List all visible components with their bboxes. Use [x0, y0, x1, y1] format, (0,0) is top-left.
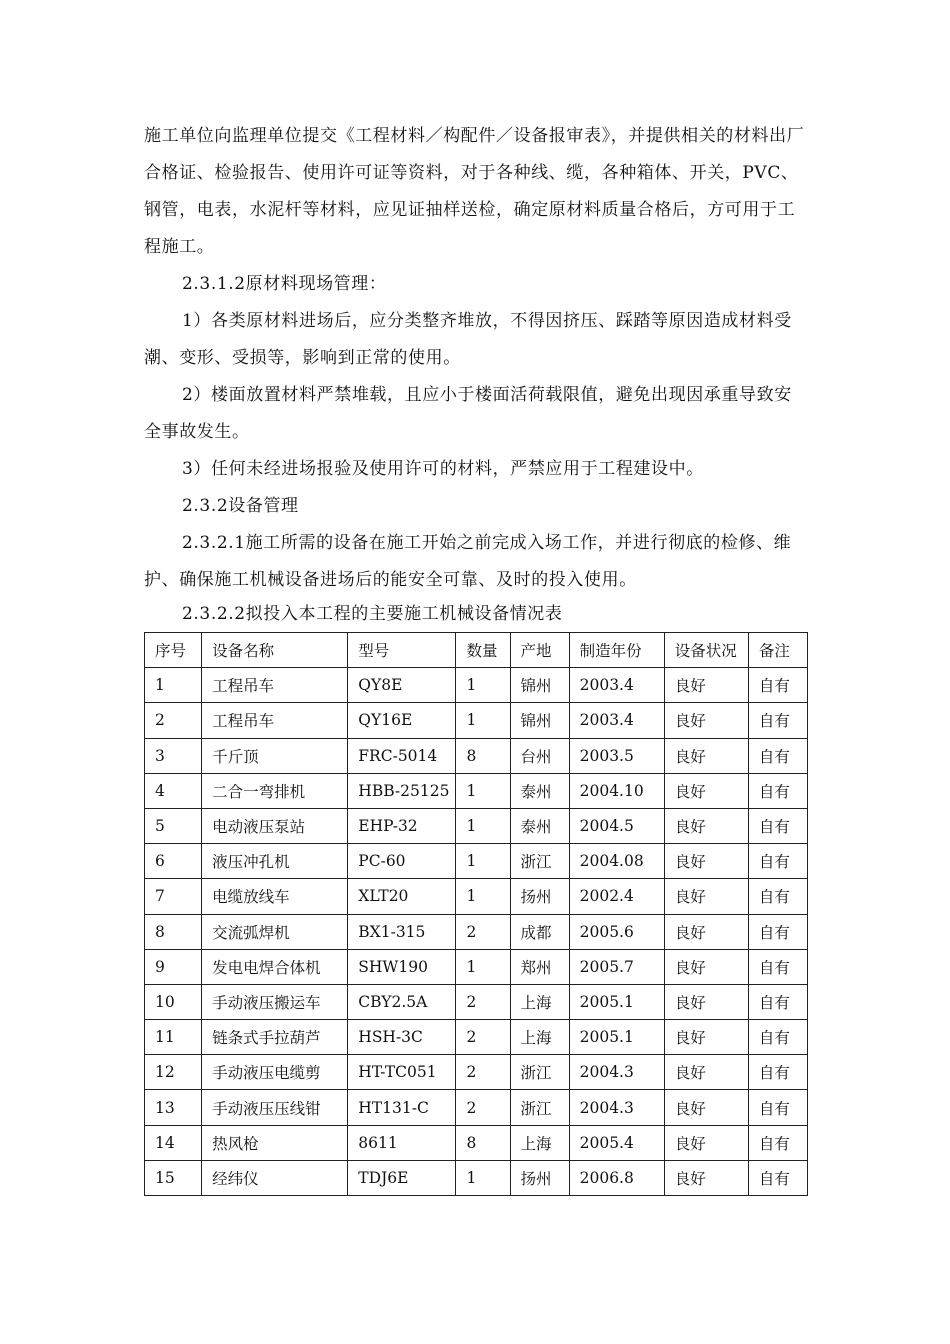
table-cell: 8 [456, 738, 510, 773]
table-row [145, 879, 808, 914]
table-row [145, 1090, 808, 1125]
table-cell: 2 [456, 914, 510, 949]
table-cell: 手动液压搬运车 [202, 984, 348, 1019]
header-cell: 设备名称 [202, 633, 348, 668]
table-cell: XLT20 [348, 879, 456, 914]
heading-material-site-management: 2.3.1.2原材料现场管理： [182, 274, 387, 294]
table-cell: 2004.5 [569, 808, 664, 843]
table-cell: 手动液压电缆剪 [202, 1055, 348, 1090]
paragraph-item-2: 2）楼面放置材料严禁堆载，且应小于楼面活荷载限值，避免出现因承重导致安全事故发生。 [144, 385, 792, 442]
table-cell: 链条式手拉葫芦 [202, 1020, 348, 1055]
table-cell: 1 [456, 703, 510, 738]
table-cell: 2 [145, 703, 202, 738]
paragraph-equipment-entry: 2.3.2.1施工所需的设备在施工开始之前完成入场工作，并进行彻底的检修、维护、确保施工机械设备进场后的能安全可靠、及时的投入使用。 [144, 533, 792, 590]
header-cell: 型号 [348, 633, 456, 668]
table-cell: 7 [145, 879, 202, 914]
table-cell: 3 [145, 738, 202, 773]
table-row [145, 949, 808, 984]
table-cell: 1 [456, 808, 510, 843]
table-cell: 1 [456, 1160, 510, 1195]
table-cell: 良好 [664, 1090, 748, 1125]
table-row [145, 808, 808, 843]
table-cell: 2 [456, 1090, 510, 1125]
table-cell: 发电电焊合体机 [202, 949, 348, 984]
paragraph-material-submission: 施工单位向监理单位提交《工程材料／构配件／设备报审表》，并提供相关的材料出厂合格证、检验报告、使用许可证等资料，对于各种线、缆，各种箱体、开关，PVC、钢管，电表，水泥杆等材料，应见证抽样送检，确定原材料质量合格后，方可用于工程施工。 [144, 126, 805, 257]
header-cell: 设备状况 [664, 633, 748, 668]
table-cell: 扬州 [510, 879, 569, 914]
table-cell: 良好 [664, 668, 748, 703]
table-row [145, 773, 808, 808]
table-row [145, 1020, 808, 1055]
table-cell: HT131-C [348, 1090, 456, 1125]
table-cell: 泰州 [510, 773, 569, 808]
table-cell: 手动液压压线钳 [202, 1090, 348, 1125]
table-cell: 10 [145, 984, 202, 1019]
table-cell: QY8E [348, 668, 456, 703]
table-cell: 9 [145, 949, 202, 984]
table-cell: 1 [456, 949, 510, 984]
table-cell: 2 [456, 1055, 510, 1090]
table-cell: HBB-25125 [348, 773, 456, 808]
table-cell: 郑州 [510, 949, 569, 984]
paragraph-item-3: 3）任何未经进场报验及使用许可的材料，严禁应用于工程建设中。 [182, 459, 704, 479]
table-cell: SHW190 [348, 949, 456, 984]
table-cell: 液压冲孔机 [202, 844, 348, 879]
table-cell: FRC-5014 [348, 738, 456, 773]
table-cell: 2003.5 [569, 738, 664, 773]
table-cell: 2004.08 [569, 844, 664, 879]
table-cell: 自有 [748, 773, 807, 808]
table-row [145, 1160, 808, 1195]
table-cell: 工程吊车 [202, 668, 348, 703]
table-cell: 经纬仪 [202, 1160, 348, 1195]
table-cell: 良好 [664, 949, 748, 984]
table-cell: 2004.10 [569, 773, 664, 808]
table-cell: 1 [456, 879, 510, 914]
table-cell: 1 [456, 668, 510, 703]
table-cell: CBY2.5A [348, 984, 456, 1019]
table-cell: 台州 [510, 738, 569, 773]
table-body [145, 668, 808, 1196]
table-cell: 2006.8 [569, 1160, 664, 1195]
table-cell: 二合一弯排机 [202, 773, 348, 808]
table-cell: 良好 [664, 984, 748, 1019]
table-cell: 泰州 [510, 808, 569, 843]
table-cell: 11 [145, 1020, 202, 1055]
table-header-row [145, 633, 808, 668]
table-cell: 2003.4 [569, 703, 664, 738]
table-caption: 2.3.2.2拟投入本工程的主要施工机械设备情况表 [182, 604, 563, 624]
table-cell: 浙江 [510, 844, 569, 879]
table-cell: 浙江 [510, 1055, 569, 1090]
table-cell: 良好 [664, 1125, 748, 1160]
table-cell: 15 [145, 1160, 202, 1195]
table-cell: 自有 [748, 1125, 807, 1160]
table-cell: 14 [145, 1125, 202, 1160]
table-cell: HSH-3C [348, 1020, 456, 1055]
table-cell: 热风枪 [202, 1125, 348, 1160]
table-row [145, 1125, 808, 1160]
header-cell: 产地 [510, 633, 569, 668]
table-cell: QY16E [348, 703, 456, 738]
table-cell: 13 [145, 1090, 202, 1125]
table-cell: 8 [456, 1125, 510, 1160]
table-cell: 良好 [664, 879, 748, 914]
table-cell: 交流弧焊机 [202, 914, 348, 949]
header-cell: 备注 [748, 633, 807, 668]
table-cell: 自有 [748, 914, 807, 949]
table-row [145, 844, 808, 879]
table-cell: PC-60 [348, 844, 456, 879]
table-cell: 良好 [664, 738, 748, 773]
table-cell: 电缆放线车 [202, 879, 348, 914]
table-cell: 良好 [664, 1055, 748, 1090]
paragraph-item-1: 1）各类原材料进场后，应分类整齐堆放，不得因挤压、踩踏等原因造成材料受潮、变形、受损等，影响到正常的使用。 [144, 311, 792, 368]
table-cell: BX1-315 [348, 914, 456, 949]
table-cell: TDJ6E [348, 1160, 456, 1195]
table-cell: 2005.7 [569, 949, 664, 984]
table-cell: 8611 [348, 1125, 456, 1160]
equipment-table [144, 632, 808, 1196]
header-cell: 序号 [145, 633, 202, 668]
table-cell: 6 [145, 844, 202, 879]
table-cell: 自有 [748, 949, 807, 984]
table-cell: 工程吊车 [202, 703, 348, 738]
table-cell: 扬州 [510, 1160, 569, 1195]
table-cell: 千斤顶 [202, 738, 348, 773]
table-cell: 良好 [664, 914, 748, 949]
table-cell: 自有 [748, 1020, 807, 1055]
table-cell: 自有 [748, 668, 807, 703]
table-cell: 5 [145, 808, 202, 843]
table-row [145, 1055, 808, 1090]
table-cell: 2 [456, 984, 510, 1019]
table-cell: HT-TC051 [348, 1055, 456, 1090]
table-cell: 良好 [664, 808, 748, 843]
table-cell: 自有 [748, 808, 807, 843]
table-cell: 良好 [664, 1160, 748, 1195]
table-row [145, 738, 808, 773]
table-cell: 自有 [748, 879, 807, 914]
table-cell: 2005.6 [569, 914, 664, 949]
header-cell: 数量 [456, 633, 510, 668]
table-cell: 自有 [748, 1160, 807, 1195]
table-cell: 浙江 [510, 1090, 569, 1125]
heading-equipment-management: 2.3.2设备管理 [182, 496, 299, 516]
table-cell: 良好 [664, 844, 748, 879]
table-cell: 12 [145, 1055, 202, 1090]
table-cell: 自有 [748, 1055, 807, 1090]
table-cell: EHP-32 [348, 808, 456, 843]
table-cell: 自有 [748, 984, 807, 1019]
table-cell: 自有 [748, 1090, 807, 1125]
table-cell: 良好 [664, 1020, 748, 1055]
table-cell: 1 [456, 773, 510, 808]
table-cell: 上海 [510, 1125, 569, 1160]
table-cell: 4 [145, 773, 202, 808]
table-cell: 良好 [664, 703, 748, 738]
header-cell: 制造年份 [569, 633, 664, 668]
table-cell: 上海 [510, 1020, 569, 1055]
table-cell: 成都 [510, 914, 569, 949]
table-cell: 2 [456, 1020, 510, 1055]
table-cell: 1 [145, 668, 202, 703]
table-row [145, 703, 808, 738]
table-cell: 自有 [748, 738, 807, 773]
table-cell: 2005.1 [569, 984, 664, 1019]
table-row [145, 914, 808, 949]
table-cell: 电动液压泵站 [202, 808, 348, 843]
table-row [145, 984, 808, 1019]
table-cell: 8 [145, 914, 202, 949]
table-cell: 良好 [664, 773, 748, 808]
table-cell: 2004.3 [569, 1090, 664, 1125]
table-cell: 自有 [748, 844, 807, 879]
table-cell: 1 [456, 844, 510, 879]
table-cell: 2003.4 [569, 668, 664, 703]
table-row [145, 668, 808, 703]
table-cell: 2002.4 [569, 879, 664, 914]
table-cell: 锦州 [510, 668, 569, 703]
table-cell: 锦州 [510, 703, 569, 738]
table-cell: 2005.1 [569, 1020, 664, 1055]
table-cell: 自有 [748, 703, 807, 738]
table-cell: 上海 [510, 984, 569, 1019]
table-cell: 2005.4 [569, 1125, 664, 1160]
table-cell: 2004.3 [569, 1055, 664, 1090]
